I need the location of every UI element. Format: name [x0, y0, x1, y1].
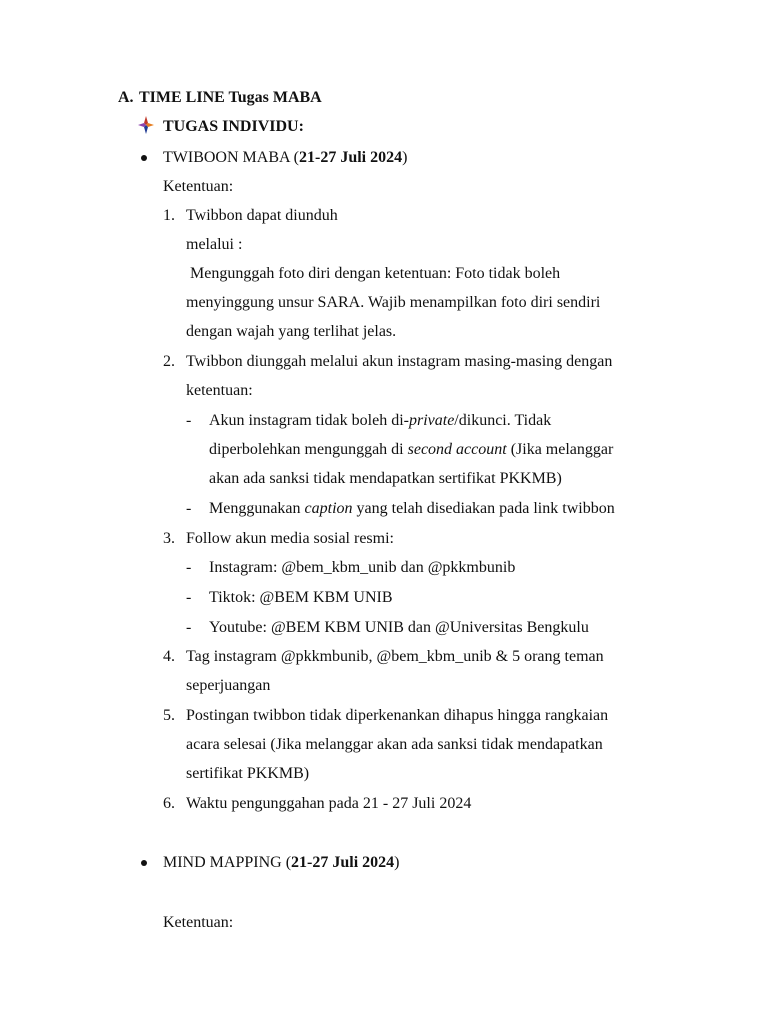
sub-item-line	[209, 411, 551, 431]
list-item-line: Mengunggah foto diri dengan ketentuan: Foto tidak boleh	[186, 265, 561, 282]
list-item-line: acara selesai (Jika melanggar akan ada sanksi tidak mendapatkan	[186, 736, 603, 753]
sub-item-line	[209, 499, 615, 519]
sub-dash: -	[186, 500, 192, 517]
twibbon-date-open: (	[293, 149, 299, 166]
bullet-icon	[141, 860, 147, 866]
sub-text: Akun instagram tidak boleh di-	[209, 412, 409, 429]
sub-item-line: akan ada sanksi tidak mendapatkan sertifikat PKKMB)	[209, 470, 562, 487]
mindmap-date-close: )	[394, 854, 400, 871]
sub-text: Menggunakan	[209, 500, 305, 517]
sub-dash: -	[186, 589, 192, 606]
sub-text: yang telah disediakan pada link twibbon	[352, 500, 615, 517]
four-point-star-icon	[138, 116, 154, 134]
social-tiktok: Tiktok: @BEM KBM UNIB	[209, 589, 393, 606]
list-number: 3.	[163, 530, 175, 547]
list-number: 1.	[163, 207, 175, 224]
mindmap-title: MIND MAPPING	[163, 854, 282, 871]
list-item-line: melalui :	[186, 236, 243, 253]
social-instagram: Instagram: @bem_kbm_unib dan @pkkmbunib	[209, 559, 516, 576]
sub-italic: private	[408, 412, 455, 429]
twibbon-ketentuan: Ketentuan:	[163, 178, 234, 195]
twibbon-date: 21-27 Juli 2024	[299, 149, 403, 166]
sub-text: diperbolehkan mengunggah di	[209, 441, 408, 458]
bullet-icon	[141, 155, 147, 161]
sub-dash: -	[186, 559, 192, 576]
sub-dash: -	[186, 412, 192, 429]
sub-dash: -	[186, 619, 192, 636]
sub-text: /dikunci. Tidak	[454, 412, 552, 429]
mindmap-date-open: (	[285, 854, 292, 871]
section-heading: TIME LINE Tugas MABA	[139, 89, 322, 106]
list-item-line: Tag instagram @pkkmbunib, @bem_kbm_unib & 5 orang teman	[186, 648, 604, 665]
list-item-line: seperjuangan	[186, 677, 271, 694]
section-marker: A.	[118, 89, 134, 106]
list-item-line: ketentuan:	[186, 382, 253, 399]
list-number: 6.	[163, 795, 175, 812]
mindmap-date: 21-27 Juli 2024	[291, 854, 395, 871]
individual-task-label: TUGAS INDIVIDU:	[163, 118, 304, 135]
sub-text: (Jika melanggar	[506, 441, 614, 458]
sub-item-line	[209, 440, 613, 460]
list-item-line: Twibbon dapat diunduh	[186, 207, 338, 224]
mindmap-title-line	[163, 853, 399, 873]
list-number: 4.	[163, 648, 175, 665]
sub-italic: second account	[407, 441, 507, 458]
list-item-line: Follow akun media sosial resmi:	[186, 530, 394, 547]
social-youtube: Youtube: @BEM KBM UNIB dan @Universitas Bengkulu	[209, 619, 589, 636]
list-item-line: Twibbon diunggah melalui akun instagram masing-masing dengan	[186, 353, 613, 370]
list-item-line: Waktu pengunggahan pada 21 - 27 Juli 2024	[186, 795, 472, 812]
mindmap-ketentuan: Ketentuan:	[163, 914, 234, 931]
list-item-line: Postingan twibbon tidak diperkenankan dihapus hingga rangkaian	[186, 707, 609, 724]
list-number: 5.	[163, 707, 175, 724]
list-item-line: dengan wajah yang terlihat jelas.	[186, 323, 397, 340]
list-item-line: menyinggung unsur SARA. Wajib menampilkan foto diri sendiri	[186, 294, 601, 311]
twibbon-date-close: )	[402, 149, 408, 166]
list-number: 2.	[163, 353, 175, 370]
list-item-line: sertifikat PKKMB)	[186, 765, 310, 782]
twibbon-title-line	[163, 148, 407, 168]
sub-italic: caption	[304, 500, 353, 517]
twibbon-title: TWIBOON MABA	[163, 149, 290, 166]
